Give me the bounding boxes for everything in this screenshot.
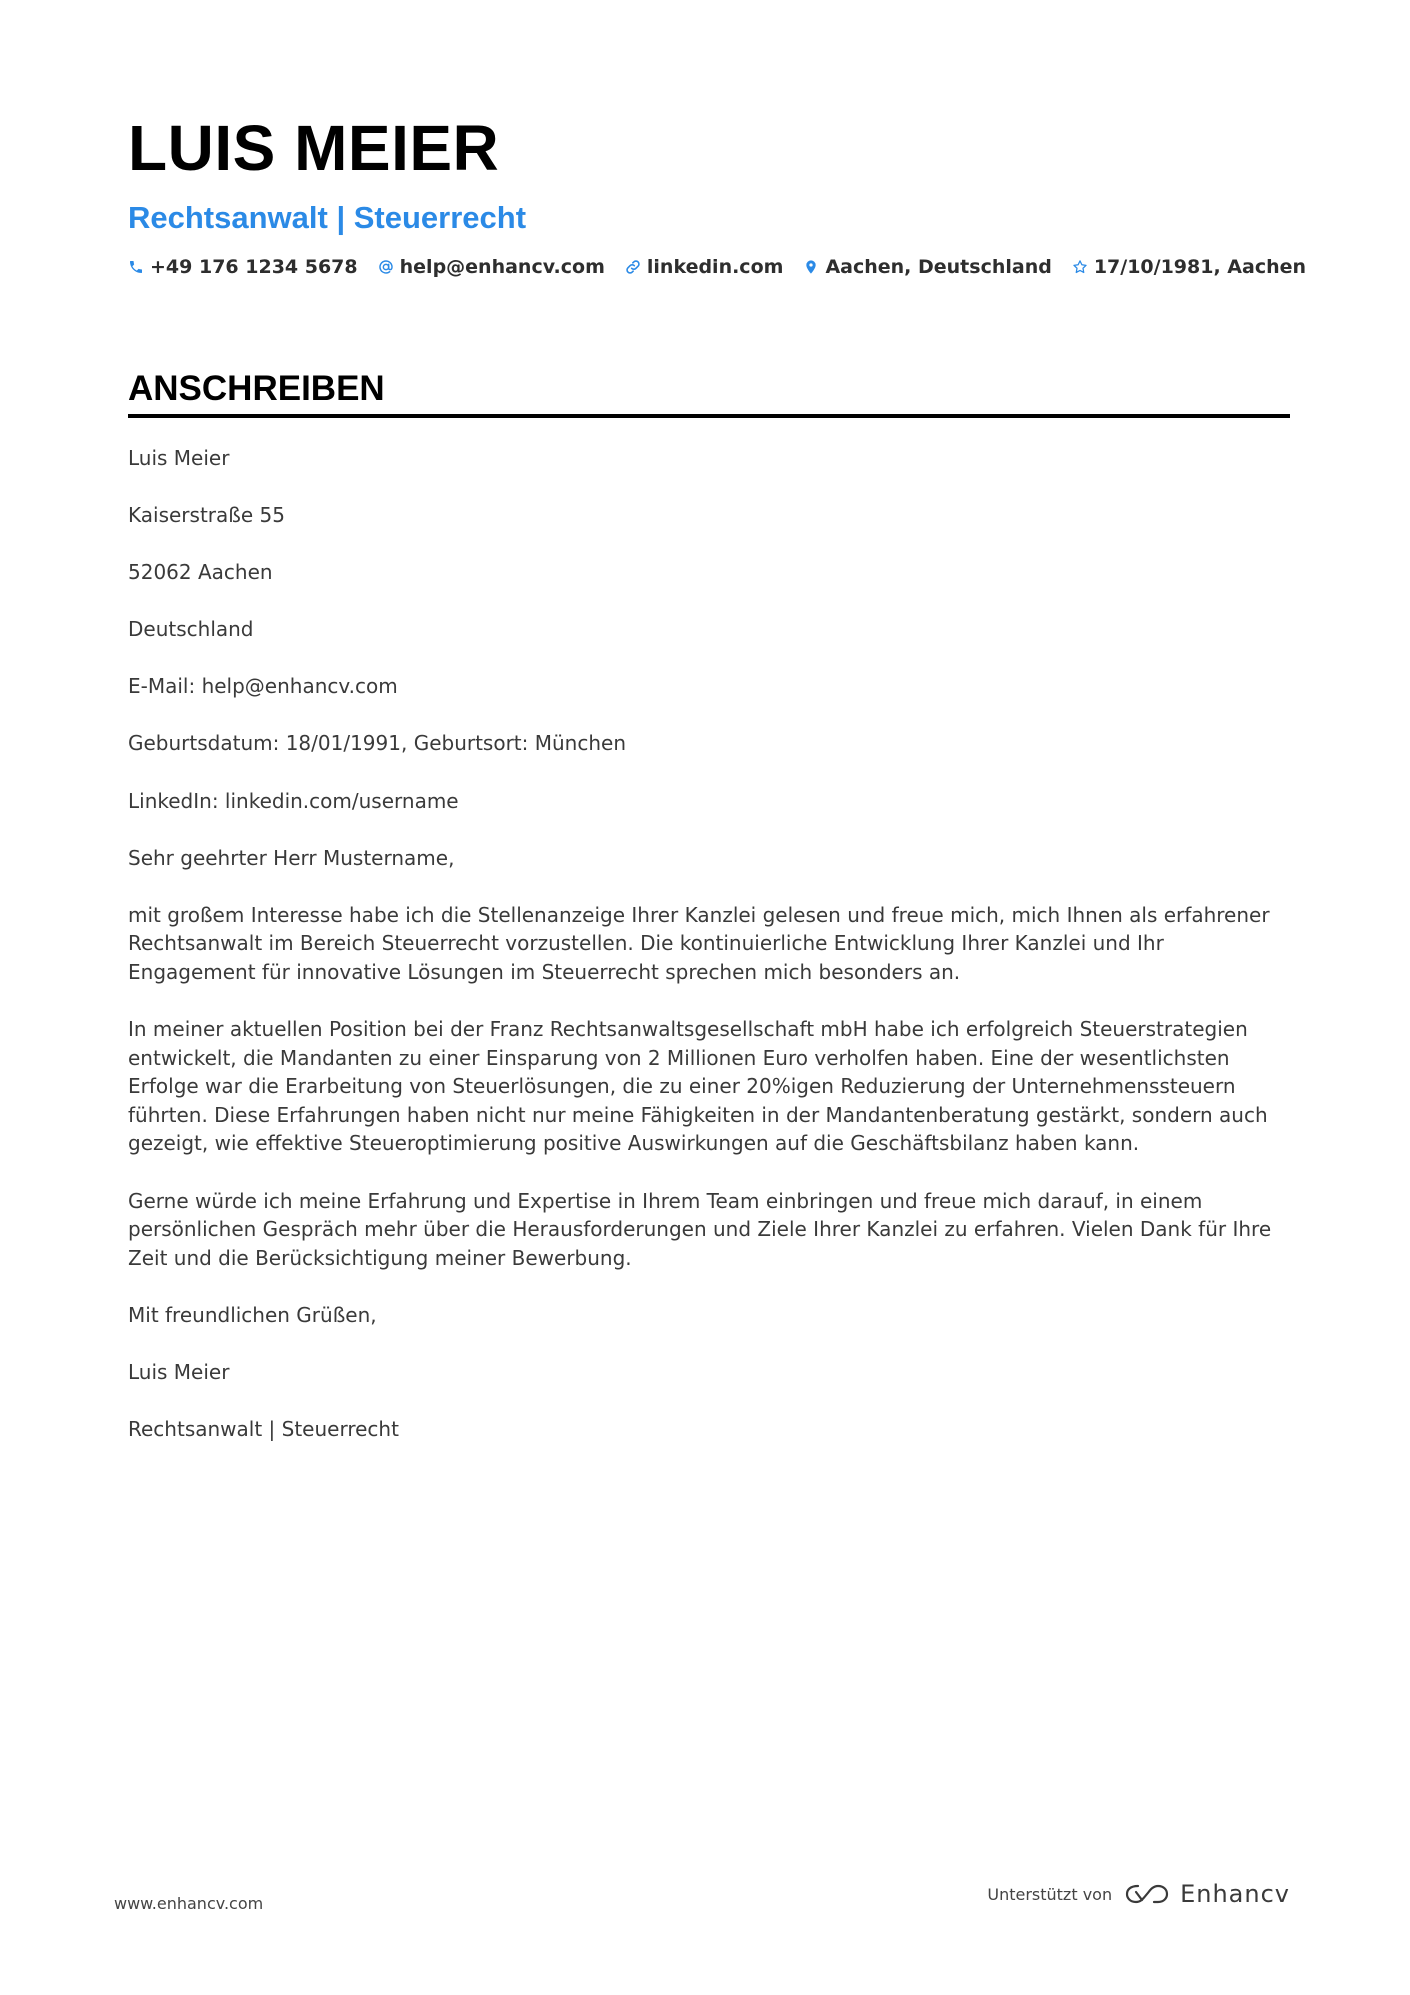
cover-letter-page	[128, 110, 1307, 1472]
star-icon	[1072, 259, 1088, 275]
applicant-headline: Rechtsanwalt | Steuerrecht	[128, 200, 527, 235]
sender-name: Luis Meier	[128, 446, 230, 470]
signature-name: Luis Meier	[128, 1359, 230, 1384]
contact-linkedin-text: linkedin.com	[646, 256, 784, 278]
sender-city: 52062 Aachen	[128, 560, 273, 585]
footer-website-link[interactable]: www.enhancv.com	[114, 1894, 264, 1913]
paragraph-experience: In meiner aktuellen Position bei der Franz Rechtsanwaltsgesellschaft mbH habe ich erfolgreich Steuerstrategien entwickelt, die Mandanten zu einer Einsparung von 2 Millionen Euro verholfen haben. Eine der wesentlichsten Erfolge war die Erarbeitung von Steuerlösungen, die zu einer 20%igen Reduzierung der Unternehmenssteuern führten. Diese Erfahrungen haben nicht nur meine Fähigkeiten in der Mandantenberatung gestärkt, sondern auch gezeigt, wie effektive Steueroptimierung positive Auswirkungen auf die Geschäftsbilanz haben kann.	[128, 1017, 1268, 1156]
paragraph-intro: mit großem Interesse habe ich die Stellenanzeige Ihrer Kanzlei gelesen und freue mich, mich Ihnen als erfahrener Rechtsanwalt im Bereich Steuerrecht vorzustellen. Die kontinuierliche Entwicklung Ihrer Kanzlei und Ihr Engagement für innovative Lösungen im Steuerrecht sprechen mich besonders an.	[128, 902, 1270, 984]
contact-birth-text: 17/10/1981, Aachen	[1093, 256, 1307, 278]
contact-birth	[1072, 256, 1306, 278]
footer-branding[interactable]	[987, 1880, 1290, 1908]
enhancv-logo-icon	[1124, 1880, 1170, 1908]
sender-linkedin: LinkedIn: linkedin.com/username	[128, 788, 459, 813]
applicant-name: LUIS MEIER	[128, 112, 500, 184]
salutation: Sehr geehrter Herr Mustername,	[128, 845, 455, 870]
powered-by-label: Unterstützt von	[987, 1884, 1113, 1904]
sender-country: Deutschland	[128, 617, 254, 642]
section-title-cover-letter: ANSCHREIBEN	[128, 368, 1290, 418]
contact-phone-text: +49 176 1234 5678	[150, 256, 358, 278]
sender-street: Kaiserstraße 55	[128, 503, 285, 528]
closing-phrase: Mit freundlichen Grüßen,	[128, 1302, 377, 1327]
paragraph-closing: Gerne würde ich meine Erfahrung und Expertise in Ihrem Team einbringen und freue mich darauf, in einem persönlichen Gespräch mehr über die Herausforderungen und Ziele Ihrer Kanzlei zu erfahren. Vielen Dank für Ihre Zeit und die Berücksichtigung meiner Bewerbung.	[128, 1188, 1272, 1270]
signature-title: Rechtsanwalt | Steuerrecht	[128, 1416, 399, 1441]
sender-email: E-Mail: help@enhancv.com	[128, 674, 398, 699]
enhancv-brand-name: Enhancv	[1180, 1880, 1290, 1908]
contact-email[interactable]	[378, 256, 605, 278]
location-pin-icon	[803, 259, 819, 275]
at-icon	[378, 259, 394, 275]
contact-location-text: Aachen, Deutschland	[825, 256, 1052, 278]
contact-email-text: help@enhancv.com	[399, 256, 605, 278]
contact-bar	[128, 256, 1307, 278]
contact-phone[interactable]	[128, 256, 358, 278]
link-icon	[625, 259, 641, 275]
contact-location	[803, 256, 1051, 278]
contact-linkedin[interactable]	[625, 256, 784, 278]
sender-birth: Geburtsdatum: 18/01/1991, Geburtsort: München	[128, 731, 627, 756]
letter-body	[128, 444, 1290, 1444]
phone-icon	[128, 259, 144, 275]
